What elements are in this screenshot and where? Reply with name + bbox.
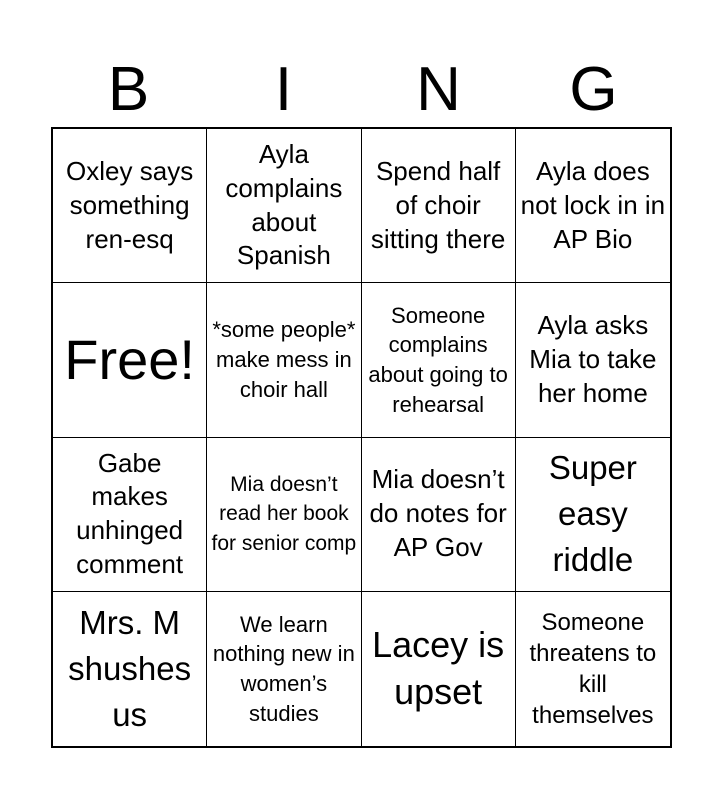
cell-label: Ayla does not lock in in AP Bio <box>520 155 666 254</box>
bingo-cell-r1c2[interactable] <box>207 129 361 283</box>
cell-label: Mia doesn’t do notes for AP Gov <box>369 464 507 563</box>
bingo-cell-r1c3[interactable] <box>362 129 516 283</box>
bingo-cell-r3c4[interactable] <box>516 438 670 592</box>
bingo-cell-r2c4[interactable] <box>516 283 670 437</box>
header-letter-n: N <box>416 55 461 124</box>
bingo-cell-r2c3[interactable] <box>362 283 516 437</box>
bingo-cell-r4c1[interactable] <box>53 592 207 746</box>
cell-label: Ayla asks Mia to take her home <box>529 310 657 408</box>
header-letter-i: I <box>274 55 293 124</box>
cell-label: Mrs. M shushes us <box>68 603 192 733</box>
cell-label: Someone threatens to kill themselves <box>529 608 657 730</box>
cell-label: We learn nothing new in women’s studies <box>212 611 355 726</box>
cell-label: Mia doesn’t read her book for senior comp <box>211 473 357 555</box>
cell-label: Lacey is upset <box>372 624 505 712</box>
cell-label: Super easy riddle <box>548 448 637 579</box>
header-letter-b: B <box>107 55 150 124</box>
bingo-cell-r3c3[interactable] <box>362 438 516 592</box>
bingo-cell-r4c4[interactable] <box>516 592 670 746</box>
cell-label: *some people* make mess in choir hall <box>212 317 356 402</box>
bingo-cell-r2c2[interactable] <box>207 283 361 437</box>
bingo-cell-r4c3[interactable] <box>362 592 516 746</box>
bingo-cell-r1c1[interactable] <box>53 129 207 283</box>
bingo-cell-r3c2[interactable] <box>207 438 361 592</box>
cell-label: Someone complains about going to rehearsal <box>368 302 508 417</box>
cell-label: Ayla complains about Spanish <box>225 139 343 271</box>
header-letter-g: G <box>569 55 618 124</box>
bingo-cell-r4c2[interactable] <box>207 592 361 746</box>
cell-label: Oxley says something ren-esq <box>66 155 194 254</box>
bingo-free-space[interactable] <box>53 283 207 437</box>
free-space-label: Free! <box>64 328 195 392</box>
bingo-cell-r1c4[interactable] <box>516 129 670 283</box>
cell-label: Spend half of choir sitting there <box>370 155 506 254</box>
bingo-header <box>51 55 671 125</box>
bingo-card-grid <box>51 127 672 748</box>
cell-label: Gabe makes unhinged comment <box>76 447 184 579</box>
bingo-cell-r3c1[interactable] <box>53 438 207 592</box>
